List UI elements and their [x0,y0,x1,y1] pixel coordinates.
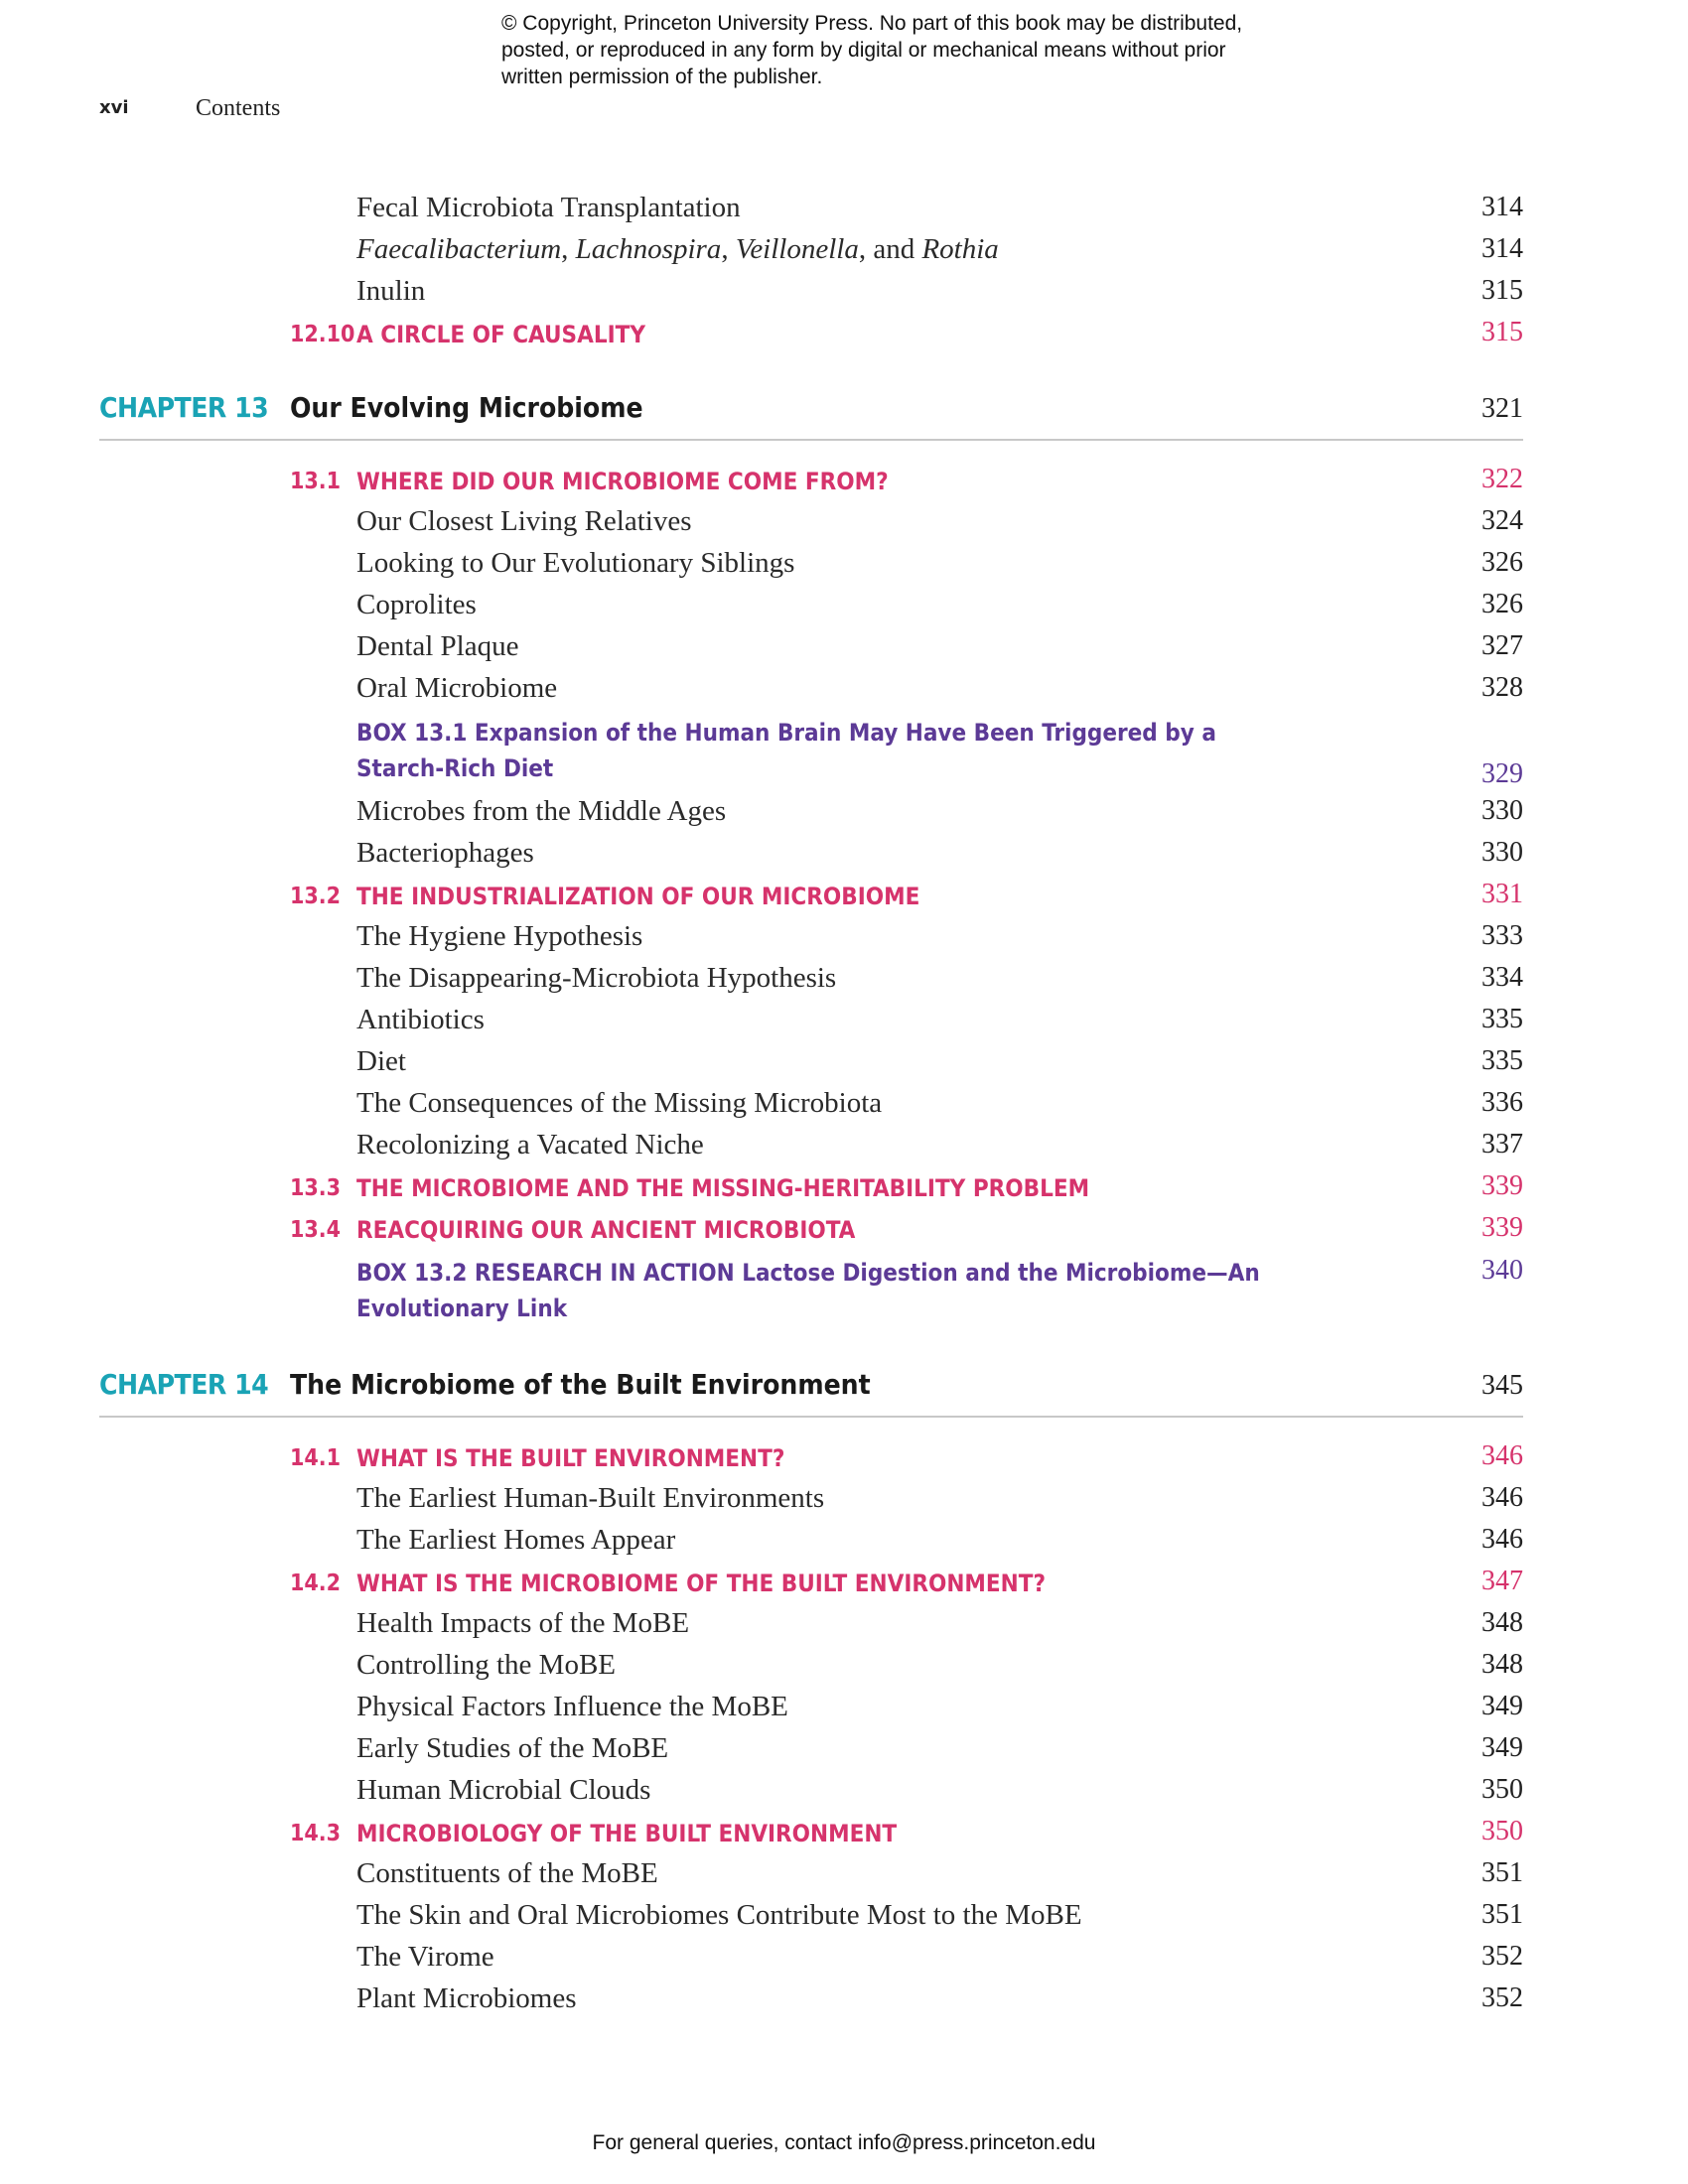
toc-entry-title: Controlling the MoBE [356,1649,616,1681]
toc-entry-page: 324 [1481,505,1523,536]
chapter-14-entries [99,1435,1523,2019]
section-number: 14.1 [290,1445,342,1471]
toc-entry [99,1040,1523,1082]
toc-entry-title: Constituents of the MoBE [356,1857,658,1889]
toc-section [99,1435,1523,1477]
chapter-label: CHAPTER 13 [99,391,269,424]
chapter-page: 345 [1481,1370,1523,1401]
chapter-title: Our Evolving Microbiome [290,391,643,424]
box-title: BOX 13.1 Expansion of the Human Brain May Have Been Triggered by a Starch-Rich Diet [356,719,1216,782]
toc-entry-page: 314 [1481,233,1523,264]
toc-entry [99,584,1523,625]
toc-entry [99,790,1523,832]
toc-box [99,709,1523,790]
section-number: 13.1 [290,469,342,494]
toc-entry-page: 327 [1481,630,1523,661]
box-title: BOX 13.2 RESEARCH IN ACTION Lactose Digestion and the Microbiome—An Evolutionary Link [356,1259,1260,1322]
section-title: WHAT IS THE MICROBIOME OF THE BUILT ENVIRONMENT? [356,1570,1046,1597]
toc-entry-page: 333 [1481,920,1523,951]
toc-entry [99,1978,1523,2019]
chapter-13-entries [99,459,1523,1330]
toc-entry-page: 349 [1481,1691,1523,1721]
toc-entry-title: The Earliest Human-Built Environments [356,1482,825,1514]
section-number: 12.10 [290,322,355,347]
toc-entry [99,1519,1523,1561]
toc-entry-page: 346 [1481,1482,1523,1513]
toc-entry-page: 314 [1481,192,1523,222]
section-title: WHAT IS THE BUILT ENVIRONMENT? [356,1444,785,1472]
toc-entry-page: 339 [1481,1212,1523,1243]
toc-entry-page: 330 [1481,795,1523,826]
toc-section [99,1207,1523,1249]
toc-entry-page: 339 [1481,1170,1523,1201]
toc-entry-page: 315 [1481,275,1523,306]
toc-section [99,1165,1523,1207]
toc-entry-title: The Virome [356,1941,494,1973]
toc-entry-title: Looking to Our Evolutionary Siblings [356,547,795,579]
toc-entry-title: The Disappearing-Microbiota Hypothesis [356,962,837,994]
section-number: 14.3 [290,1821,342,1846]
toc-entry-page: 334 [1481,962,1523,993]
toc-entry [99,542,1523,584]
running-head-title: Contents [196,95,281,121]
toc-entry-page: 328 [1481,672,1523,703]
toc-entry [99,500,1523,542]
chapter-label: CHAPTER 14 [99,1368,269,1401]
toc-entry-page: 349 [1481,1732,1523,1763]
toc-entry-page: 352 [1481,1982,1523,2013]
toc-entry-page: 329 [1481,758,1523,789]
section-number: 14.2 [290,1570,342,1596]
toc-entry-title: The Consequences of the Missing Microbiota [356,1087,883,1119]
table-of-contents [99,187,1523,2019]
toc-entry-title: Microbes from the Middle Ages [356,795,727,827]
section-page: 315 [1481,317,1523,347]
section-number: 13.2 [290,884,342,909]
toc-section [99,874,1523,915]
toc-section [99,1561,1523,1602]
toc-box [99,1249,1523,1330]
toc-entry-title: Dental Plaque [356,630,519,662]
toc-entry-title: Antibiotics [356,1004,485,1035]
toc-entry-page: 348 [1481,1649,1523,1680]
section-title: THE INDUSTRIALIZATION OF OUR MICROBIOME [356,883,920,910]
toc-entry-title: Early Studies of the MoBE [356,1732,669,1764]
footer-contact: For general queries, contact info@press.princeton.edu [592,2131,1096,2154]
section-title: WHERE DID OUR MICROBIOME COME FROM? [356,468,889,495]
toc-entry [99,1644,1523,1686]
toc-entry-page: 322 [1481,464,1523,494]
toc-entry-title: Plant Microbiomes [356,1982,577,2014]
toc-entry-page: 352 [1481,1941,1523,1972]
toc-entry-page: 335 [1481,1045,1523,1076]
toc-entry-page: 337 [1481,1129,1523,1160]
toc-entry [99,1727,1523,1769]
toc-entry-page: 330 [1481,837,1523,868]
toc-entry-title: Human Microbial Clouds [356,1774,651,1806]
copyright-notice: © Copyright, Princeton University Press. No part of this book may be distributed, posted, or reproduced in any form by digital or mechanical means without prior written permission of the publisher. [501,12,1243,88]
toc-entry-page: 331 [1481,879,1523,909]
toc-entry-title: Diet [356,1045,406,1077]
toc-entry [99,270,1523,312]
toc-entry-page: 351 [1481,1899,1523,1930]
folio: xvi [99,97,129,118]
section-title: REACQUIRING OUR ANCIENT MICROBIOTA [356,1216,856,1244]
section-title: A CIRCLE OF CAUSALITY [356,321,645,348]
toc-entry-title: Fecal Microbiota Transplantation [356,192,741,223]
toc-entry-page: 347 [1481,1566,1523,1596]
toc-entry [99,228,1523,270]
toc-entry-title: Bacteriophages [356,837,534,869]
toc-entry [99,1936,1523,1978]
toc-entry [99,1769,1523,1811]
toc-entry [99,915,1523,957]
toc-entry-title: Our Closest Living Relatives [356,505,692,537]
section-number: 13.4 [290,1217,342,1243]
section-title: MICROBIOLOGY OF THE BUILT ENVIRONMENT [356,1820,898,1847]
toc-entry-title: The Skin and Oral Microbiomes Contribute Most to the MoBE [356,1899,1082,1931]
toc-entry-page: 326 [1481,589,1523,619]
toc-entry [99,1852,1523,1894]
toc-entry [99,957,1523,999]
toc-entry [99,1602,1523,1644]
toc-entry-page: 351 [1481,1857,1523,1888]
toc-entry [99,1477,1523,1519]
chapter-page: 321 [1481,393,1523,424]
toc-entry-title: Physical Factors Influence the MoBE [356,1691,788,1722]
toc-entry-page: 350 [1481,1816,1523,1846]
toc-entry-page: 346 [1481,1524,1523,1555]
toc-entry [99,832,1523,874]
toc-entry [99,667,1523,709]
toc-entry-title: The Hygiene Hypothesis [356,920,643,952]
toc-entry [99,625,1523,667]
chapter-title: The Microbiome of the Built Environment [290,1368,871,1401]
section-title: THE MICROBIOME AND THE MISSING-HERITABILITY PROBLEM [356,1174,1090,1202]
toc-entry [99,1686,1523,1727]
toc-section [99,312,1523,353]
toc-entry-page: 336 [1481,1087,1523,1118]
toc-entry-page: 348 [1481,1607,1523,1638]
toc-entry-title: Oral Microbiome [356,672,558,704]
toc-entry [99,1894,1523,1936]
toc-section [99,1811,1523,1852]
toc-entry-title: Inulin [356,275,426,307]
section-number: 13.3 [290,1175,342,1201]
toc-entry [99,187,1523,228]
toc-entry-title: The Earliest Homes Appear [356,1524,676,1556]
toc-entry-title: Faecalibacterium, Lachnospira, Veillonella, and Rothia [356,233,999,265]
toc-entry-page: 335 [1481,1004,1523,1034]
chapter-14-heading [99,1360,1523,1418]
toc-entry-page: 346 [1481,1440,1523,1471]
toc-entry-page: 350 [1481,1774,1523,1805]
toc-entry-title: Recolonizing a Vacated Niche [356,1129,704,1160]
toc-entry [99,1124,1523,1165]
toc-entry [99,999,1523,1040]
toc-entry-page: 326 [1481,547,1523,578]
toc-section [99,459,1523,500]
toc-entry-page: 340 [1481,1255,1523,1286]
toc-entry [99,1082,1523,1124]
toc-entry-title: Coprolites [356,589,477,620]
toc-entry-title: Health Impacts of the MoBE [356,1607,690,1639]
chapter-13-heading [99,383,1523,441]
